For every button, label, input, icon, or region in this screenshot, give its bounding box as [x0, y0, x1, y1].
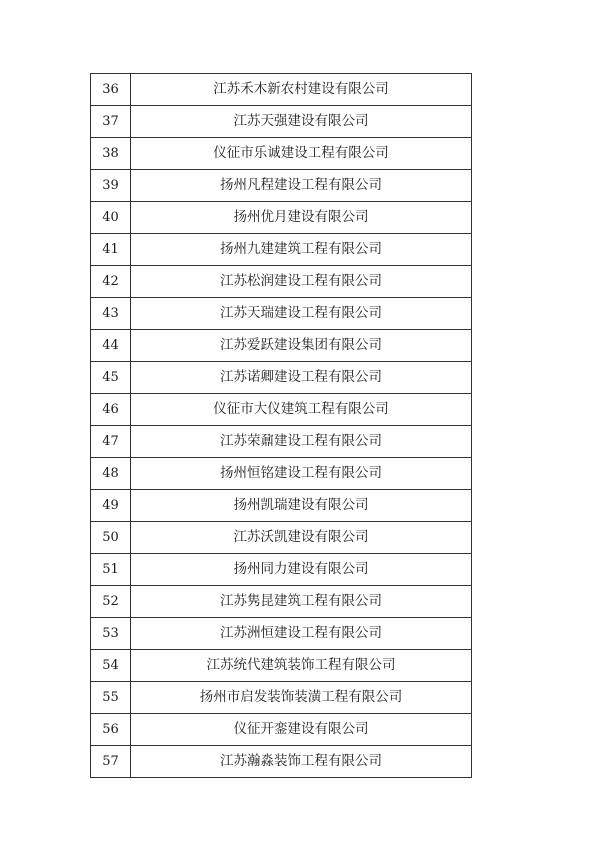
- company-name: 江苏天强建设有限公司: [131, 106, 472, 138]
- company-name: 扬州九建建筑工程有限公司: [131, 234, 472, 266]
- company-name: 扬州凡程建设工程有限公司: [131, 170, 472, 202]
- row-number: 54: [91, 650, 131, 682]
- company-name: 扬州同力建设有限公司: [131, 554, 472, 586]
- row-number: 52: [91, 586, 131, 618]
- row-number: 37: [91, 106, 131, 138]
- row-number: 53: [91, 618, 131, 650]
- table-row: [91, 586, 472, 618]
- row-number: 36: [91, 74, 131, 106]
- row-number: 57: [91, 746, 131, 778]
- company-name: 扬州凯瑞建设有限公司: [131, 490, 472, 522]
- row-number: 56: [91, 714, 131, 746]
- table-row: [91, 362, 472, 394]
- company-name: 仪征市大仪建筑工程有限公司: [131, 394, 472, 426]
- company-name: 江苏统代建筑装饰工程有限公司: [131, 650, 472, 682]
- company-name: 江苏爱跃建设集团有限公司: [131, 330, 472, 362]
- table-row: [91, 138, 472, 170]
- company-name: 江苏荣鼐建设工程有限公司: [131, 426, 472, 458]
- table-row: [91, 234, 472, 266]
- table-row: [91, 458, 472, 490]
- table-row: [91, 746, 472, 778]
- company-name: 扬州市启发装饰装潢工程有限公司: [131, 682, 472, 714]
- table-row: [91, 298, 472, 330]
- company-name: 江苏瀚淼装饰工程有限公司: [131, 746, 472, 778]
- company-name: 江苏隽昆建筑工程有限公司: [131, 586, 472, 618]
- table-row: [91, 106, 472, 138]
- table-row: [91, 554, 472, 586]
- table-row: [91, 394, 472, 426]
- company-name: 江苏禾木新农村建设有限公司: [131, 74, 472, 106]
- row-number: 47: [91, 426, 131, 458]
- table-row: [91, 618, 472, 650]
- row-number: 49: [91, 490, 131, 522]
- table-row: [91, 714, 472, 746]
- company-name: 江苏沃凯建设有限公司: [131, 522, 472, 554]
- row-number: 44: [91, 330, 131, 362]
- company-list-table: [90, 73, 472, 778]
- company-name: 仪征市乐诚建设工程有限公司: [131, 138, 472, 170]
- table-row: [91, 266, 472, 298]
- table-row: [91, 650, 472, 682]
- row-number: 48: [91, 458, 131, 490]
- company-name: 江苏诺卿建设工程有限公司: [131, 362, 472, 394]
- row-number: 45: [91, 362, 131, 394]
- company-name: 江苏洲恒建设工程有限公司: [131, 618, 472, 650]
- table-row: [91, 490, 472, 522]
- table-row: [91, 426, 472, 458]
- company-name: 江苏松润建设工程有限公司: [131, 266, 472, 298]
- table-row: [91, 74, 472, 106]
- row-number: 55: [91, 682, 131, 714]
- row-number: 46: [91, 394, 131, 426]
- table-row: [91, 202, 472, 234]
- company-name: 扬州恒铭建设工程有限公司: [131, 458, 472, 490]
- table-row: [91, 682, 472, 714]
- company-name: 江苏天瑞建设工程有限公司: [131, 298, 472, 330]
- row-number: 40: [91, 202, 131, 234]
- row-number: 50: [91, 522, 131, 554]
- row-number: 39: [91, 170, 131, 202]
- row-number: 41: [91, 234, 131, 266]
- company-name: 仪征开銮建设有限公司: [131, 714, 472, 746]
- table-row: [91, 330, 472, 362]
- row-number: 43: [91, 298, 131, 330]
- table-row: [91, 522, 472, 554]
- table-row: [91, 170, 472, 202]
- company-name: 扬州优月建设有限公司: [131, 202, 472, 234]
- row-number: 38: [91, 138, 131, 170]
- row-number: 42: [91, 266, 131, 298]
- row-number: 51: [91, 554, 131, 586]
